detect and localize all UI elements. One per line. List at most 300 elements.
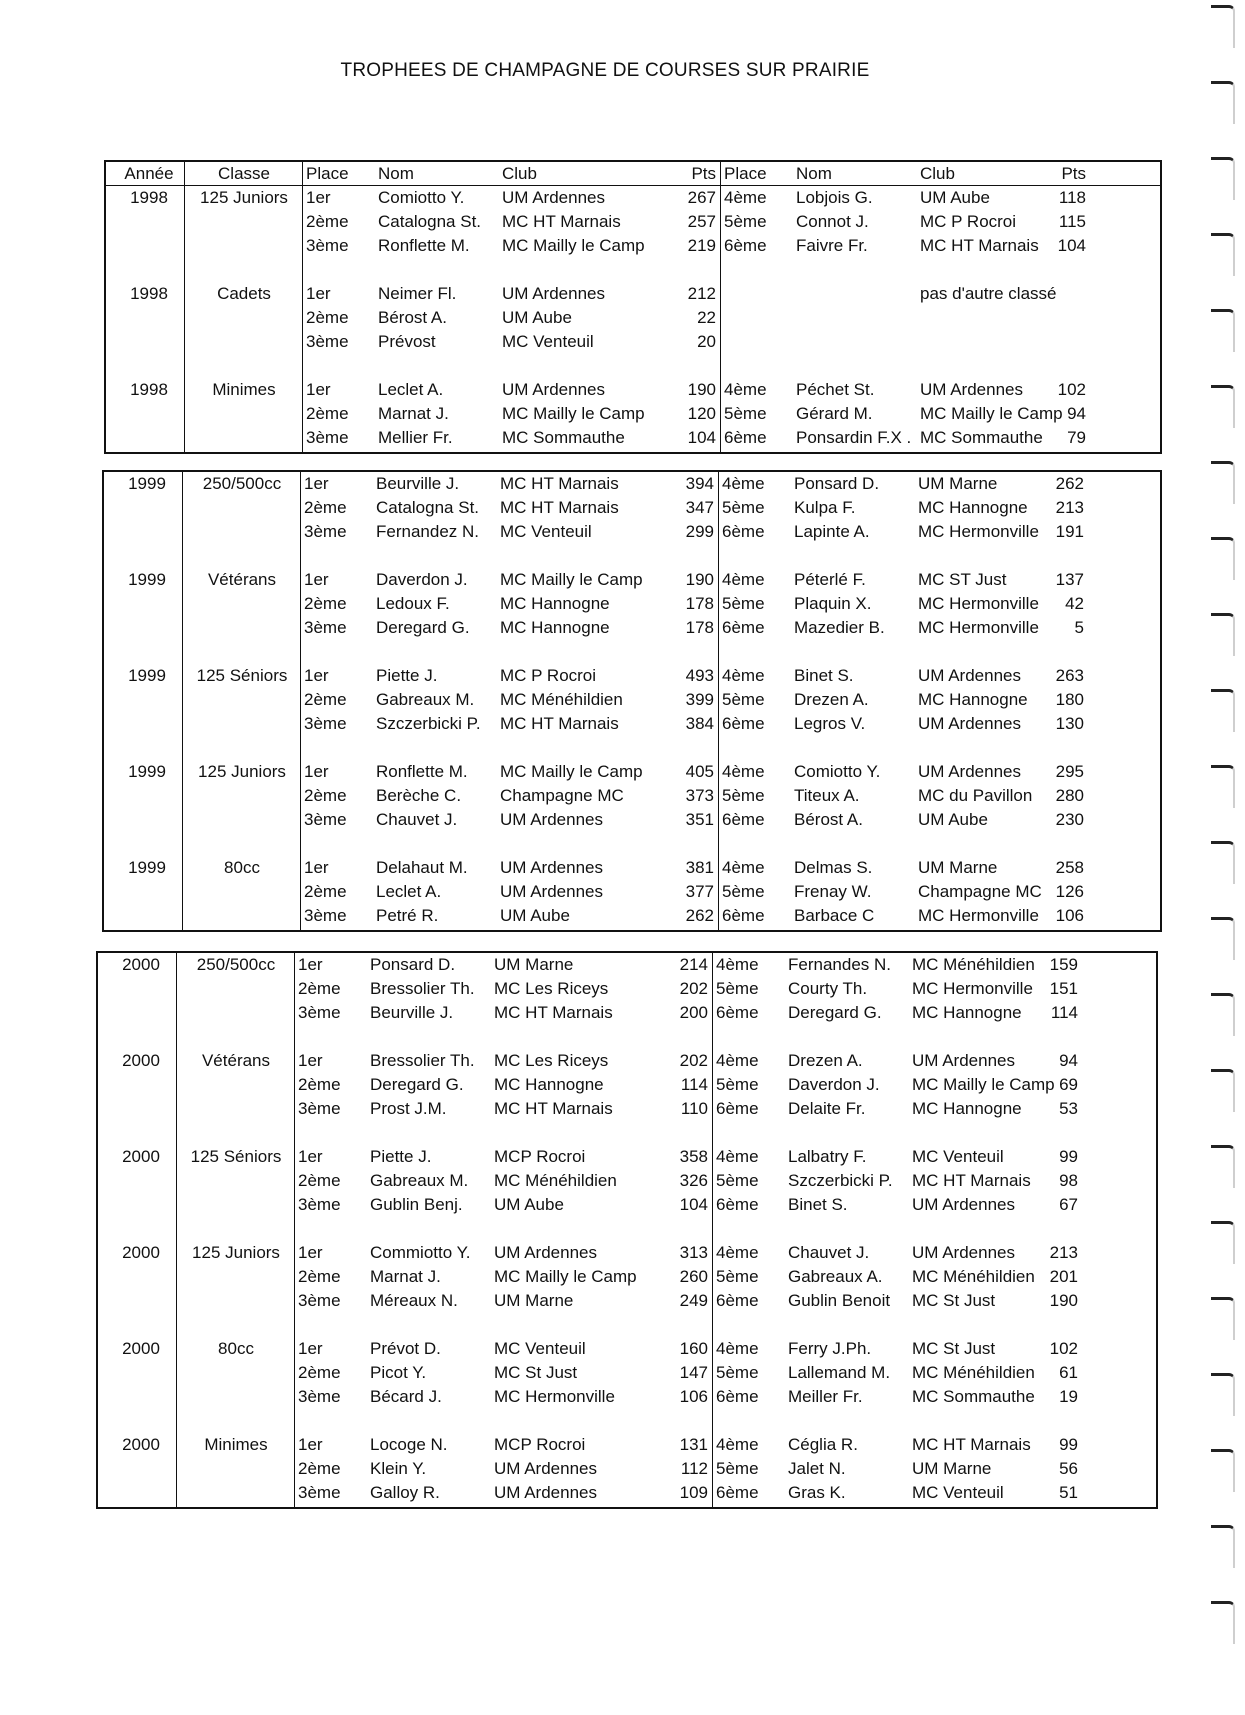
pts-cell: 351 — [685, 810, 714, 829]
pts-cell: 131 — [679, 1435, 708, 1454]
nom-cell: Leclet A. — [376, 882, 442, 901]
pts-cell: 178 — [685, 618, 714, 637]
classe-cell: 250/500cc — [196, 955, 276, 974]
table-row — [106, 210, 1160, 234]
nom-cell: Klein Y. — [370, 1459, 427, 1478]
pts-cell: 178 — [685, 594, 714, 613]
pts2-cell: 230 — [1055, 810, 1084, 829]
club-cell: MC HT Marnais — [494, 1003, 613, 1022]
nom2-cell: Binet S. — [788, 1195, 848, 1214]
place-cell: 1er — [304, 666, 329, 685]
nom-cell: Marnat J. — [378, 404, 449, 423]
binder-tab — [1211, 993, 1235, 1036]
club-cell: UM Ardennes — [500, 858, 603, 877]
table-row — [104, 496, 1160, 520]
classe-cell: 80cc — [224, 858, 260, 877]
binder-tab — [1211, 81, 1235, 124]
club-cell: UM Aube — [500, 906, 570, 925]
nom2-cell: Plaquin X. — [794, 594, 872, 613]
nom-cell: Gublin Benj. — [370, 1195, 463, 1214]
table-row — [98, 1481, 1156, 1505]
club2-cell: MC Hermonville — [918, 522, 1039, 541]
table-row — [104, 760, 1160, 784]
place-cell: 1er — [298, 1147, 323, 1166]
pts-cell: 110 — [680, 1099, 708, 1118]
nom-cell: Petré R. — [376, 906, 439, 925]
club2-cell: MC Hermonville — [918, 618, 1039, 637]
place-cell: 1er — [306, 284, 331, 303]
club-cell: MCP Rocroi — [494, 1435, 586, 1454]
nom2-cell: Courty Th. — [788, 979, 868, 998]
pts2-cell: 53 — [1059, 1099, 1078, 1118]
place2-cell: 5ème — [716, 1363, 759, 1382]
place-cell: 2ème — [306, 404, 349, 423]
place2-cell: 6ème — [722, 714, 765, 733]
place-cell: 1er — [298, 955, 323, 974]
pts-cell: 112 — [680, 1459, 708, 1478]
place2-cell: 6ème — [722, 906, 765, 925]
place2-cell: 6ème — [722, 522, 765, 541]
nom2-cell: Daverdon J. — [788, 1075, 880, 1094]
club2-cell: MC HT Marnais — [912, 1435, 1031, 1454]
place-cell: 1er — [298, 1051, 323, 1070]
club-cell: UM Ardennes — [500, 810, 603, 829]
nom-cell: Ponsard D. — [370, 955, 456, 974]
club2-cell: MC Hermonville — [912, 979, 1033, 998]
pts-cell: 104 — [679, 1195, 708, 1214]
table-row — [106, 354, 1160, 378]
place-cell: 1er — [306, 380, 331, 399]
column-divider — [176, 953, 177, 1507]
table-row — [104, 856, 1160, 880]
place-cell: 3ème — [298, 1483, 341, 1502]
nom2-cell: Gublin Benoit — [788, 1291, 891, 1310]
place2-cell: 4ème — [722, 858, 765, 877]
table-row — [98, 977, 1156, 1001]
nom-cell: Bressolier Th. — [370, 1051, 475, 1070]
place-cell: 2ème — [306, 308, 349, 327]
pts-cell: 399 — [685, 690, 714, 709]
pts2-cell: 99 — [1059, 1435, 1078, 1454]
place2-cell: 4ème — [722, 474, 765, 493]
nom2-cell: Delmas S. — [794, 858, 873, 877]
table-row — [98, 1457, 1156, 1481]
pts2-cell: 79 — [1067, 428, 1086, 447]
table-row — [98, 1049, 1156, 1073]
nom2-cell: Barbace C — [794, 906, 875, 925]
nom-cell: Catalogna St. — [378, 212, 482, 231]
pts-cell: 405 — [685, 762, 714, 781]
place-cell: 3ème — [298, 1099, 341, 1118]
nom-cell: Bérost A. — [378, 308, 447, 327]
pts2-cell: 56 — [1059, 1459, 1078, 1478]
club2-cell: MC Hannogne — [912, 1099, 1022, 1118]
place-cell: 3ème — [306, 332, 349, 351]
table-row — [106, 282, 1160, 306]
club2-cell: MC Venteuil — [912, 1483, 1004, 1502]
pts2-cell: 102 — [1057, 380, 1086, 399]
place2-cell: 5ème — [722, 882, 765, 901]
table-row — [104, 520, 1160, 544]
place-cell: 2ème — [298, 1075, 341, 1094]
club2-cell: MC St Just — [912, 1339, 996, 1358]
pts2-cell: 151 — [1049, 979, 1078, 998]
annee-cell: 1999 — [128, 762, 166, 781]
club-cell: UM Ardennes — [502, 380, 605, 399]
table-row — [98, 1025, 1156, 1049]
club-cell: MC Mailly le Camp — [494, 1267, 637, 1286]
place-cell: 3ème — [304, 714, 347, 733]
nom-cell: Méreaux N. — [370, 1291, 458, 1310]
club2-cell: UM Marne — [918, 858, 998, 877]
club-cell: MC Les Riceys — [494, 979, 609, 998]
pts-cell: 20 — [697, 332, 716, 351]
nom-cell: Neimer Fl. — [378, 284, 457, 303]
pts-cell: 262 — [685, 906, 714, 925]
table-row — [106, 234, 1160, 258]
place2-cell: 6ème — [722, 810, 765, 829]
pts-cell: 114 — [680, 1075, 708, 1094]
binder-tab — [1211, 613, 1235, 656]
nom2-cell: Gabreaux A. — [788, 1267, 883, 1286]
club-cell: MC St Just — [494, 1363, 578, 1382]
classe-cell: 125 Juniors — [198, 762, 286, 781]
club-cell: UM Ardennes — [494, 1459, 597, 1478]
table-row — [98, 1097, 1156, 1121]
club-cell: UM Ardennes — [502, 188, 605, 207]
table-row — [104, 712, 1160, 736]
pts2-cell: 42 — [1065, 594, 1084, 613]
club-cell: MC HT Marnais — [502, 212, 621, 231]
pts-cell: 190 — [685, 570, 714, 589]
column-divider — [294, 953, 295, 1507]
place2-cell: 4ème — [724, 188, 767, 207]
place2-cell: 6ème — [724, 236, 767, 255]
pts2-cell: 98 — [1059, 1171, 1078, 1190]
classe-cell: Minimes — [212, 380, 276, 399]
binder-tab — [1211, 1525, 1235, 1568]
classe-cell: 125 Juniors — [200, 188, 288, 207]
pts2-cell: 159 — [1049, 955, 1078, 974]
club-cell: MC Sommauthe — [502, 428, 625, 447]
pts2-cell: 118 — [1058, 188, 1086, 207]
club-cell: MC Ménéhildien — [494, 1171, 617, 1190]
table-row — [104, 880, 1160, 904]
column-divider — [184, 162, 185, 452]
club2-cell: MC HT Marnais — [920, 236, 1039, 255]
pts-cell: 326 — [679, 1171, 708, 1190]
club-cell: UM Aube — [494, 1195, 564, 1214]
club2-cell: MC Hannogne — [918, 498, 1028, 517]
club2-cell: MC Ménéhildien — [912, 1267, 1035, 1286]
pts-cell: 373 — [685, 786, 714, 805]
club-cell: MC Hannogne — [494, 1075, 604, 1094]
pts2-cell: 258 — [1055, 858, 1084, 877]
pts2-cell: 115 — [1058, 212, 1086, 231]
pts-cell: 219 — [687, 236, 716, 255]
place-cell: 3ème — [304, 618, 347, 637]
club2-cell: MC Hannogne — [912, 1003, 1022, 1022]
classe-cell: 250/500cc — [202, 474, 282, 493]
column-divider — [718, 472, 719, 930]
annee-cell: 2000 — [122, 1435, 160, 1454]
pts2-cell: 61 — [1059, 1363, 1078, 1382]
pts2-cell: 126 — [1055, 882, 1084, 901]
place-cell: 3ème — [298, 1291, 341, 1310]
club-cell: MC Mailly le Camp — [502, 404, 645, 423]
place-cell: 2ème — [298, 1363, 341, 1382]
table-row — [98, 1193, 1156, 1217]
nom2-cell: Kulpa F. — [794, 498, 856, 517]
table-row — [98, 953, 1156, 977]
classe-header: Classe — [218, 164, 270, 183]
pts-cell: 394 — [685, 474, 714, 493]
pts-cell: 109 — [679, 1483, 708, 1502]
place2-cell: 6ème — [716, 1003, 759, 1022]
nom-cell: Fernandez N. — [376, 522, 479, 541]
club2-cell: MC Sommauthe — [912, 1387, 1035, 1406]
nom2-cell: Connot J. — [796, 212, 869, 231]
table-row — [106, 426, 1160, 450]
place2-cell: 5ème — [716, 1075, 759, 1094]
club2-cell: MC Ménéhildien — [912, 1363, 1035, 1382]
annee-header: Année — [124, 164, 174, 183]
pts2-cell: 19 — [1059, 1387, 1078, 1406]
table-row — [106, 378, 1160, 402]
nom2-cell: Ponsardin F.X . — [796, 428, 912, 447]
place-header: Place — [306, 164, 349, 183]
nom-cell: Leclet A. — [378, 380, 444, 399]
pts2-cell: 263 — [1055, 666, 1084, 685]
club2-cell: UM Ardennes — [918, 714, 1021, 733]
binder-tab — [1211, 537, 1235, 580]
club2-cell: UM Ardennes — [912, 1195, 1015, 1214]
place-cell: 2ème — [298, 1459, 341, 1478]
club-cell: UM Marne — [494, 955, 574, 974]
place-cell: 2ème — [306, 212, 349, 231]
club-cell: MC Ménéhildien — [500, 690, 623, 709]
table-row — [104, 688, 1160, 712]
club2-cell: UM Marne — [918, 474, 998, 493]
annee-cell: 2000 — [122, 955, 160, 974]
pts-cell: 104 — [687, 428, 716, 447]
place-cell: 2ème — [298, 979, 341, 998]
nom-cell: Daverdon J. — [376, 570, 468, 589]
binder-tab — [1211, 689, 1235, 732]
place2-cell: 5ème — [716, 1267, 759, 1286]
place2-cell: 5ème — [722, 786, 765, 805]
nom2-cell: Titeux A. — [794, 786, 860, 805]
place2-cell: 5ème — [724, 404, 767, 423]
classe-cell: 80cc — [218, 1339, 254, 1358]
table-row — [104, 736, 1160, 760]
nom-cell: Galloy R. — [370, 1483, 440, 1502]
table-row — [104, 832, 1160, 856]
nom2-cell: Binet S. — [794, 666, 854, 685]
place2-cell: 5ème — [722, 594, 765, 613]
pts-cell: 493 — [685, 666, 714, 685]
pts2-cell: 104 — [1057, 236, 1086, 255]
club-cell: MC Hannogne — [500, 594, 610, 613]
club2-cell: UM Ardennes — [918, 762, 1021, 781]
club2-cell: MC P Rocroi — [920, 212, 1017, 231]
table-row — [104, 592, 1160, 616]
annee-cell: 2000 — [122, 1243, 160, 1262]
page-title: TROPHEES DE CHAMPAGNE DE COURSES SUR PRAIRIE — [340, 60, 870, 81]
nom2-cell: Comiotto Y. — [794, 762, 881, 781]
place2-header: Place — [724, 164, 767, 183]
nom-cell: Berèche C. — [376, 786, 462, 805]
pts-cell: 313 — [679, 1243, 708, 1262]
nom2-cell: Mazedier B. — [794, 618, 885, 637]
nom2-cell: Gras K. — [788, 1483, 846, 1502]
club2-cell: MC St Just — [912, 1291, 996, 1310]
nom-cell: Locoge N. — [370, 1435, 448, 1454]
pts-cell: 212 — [687, 284, 716, 303]
nom-cell: Szczerbicki P. — [376, 714, 481, 733]
club2-cell: MC Ménéhildien — [912, 955, 1035, 974]
pts2-cell: 280 — [1055, 786, 1084, 805]
annee-cell: 2000 — [122, 1051, 160, 1070]
results-table — [96, 951, 1158, 1509]
table-row — [98, 1169, 1156, 1193]
club-cell: MC HT Marnais — [500, 474, 619, 493]
table-row — [98, 1145, 1156, 1169]
pts-cell: 377 — [685, 882, 714, 901]
binder-tab — [1211, 1069, 1235, 1112]
pts-cell: 202 — [679, 1051, 708, 1070]
club-cell: MC Venteuil — [500, 522, 592, 541]
table-row — [98, 1121, 1156, 1145]
pts2-cell: 213 — [1055, 498, 1084, 517]
club2-cell: MC Hannogne — [918, 690, 1028, 709]
table-row — [98, 1433, 1156, 1457]
club2-cell: pas d'autre classé — [920, 284, 1057, 303]
nom-cell: Gabreaux M. — [376, 690, 475, 709]
place-cell: 1er — [306, 188, 331, 207]
pts-cell: 384 — [685, 714, 714, 733]
nom2-cell: Ponsard D. — [794, 474, 880, 493]
table-row — [98, 1385, 1156, 1409]
nom-cell: Delahaut M. — [376, 858, 468, 877]
table-row — [98, 1409, 1156, 1433]
nom-cell: Piette J. — [376, 666, 438, 685]
classe-cell: 125 Juniors — [192, 1243, 280, 1262]
pts-cell: 267 — [687, 188, 716, 207]
table-row — [106, 306, 1160, 330]
club2-cell: UM Aube — [920, 188, 990, 207]
club2-cell: MC ST Just — [918, 570, 1007, 589]
pts2-header: Pts — [1061, 164, 1086, 183]
club2-cell: MC Hermonville — [918, 594, 1039, 613]
annee-cell: 1998 — [130, 188, 168, 207]
classe-cell: Cadets — [217, 284, 271, 303]
binder-tab — [1211, 309, 1235, 352]
place2-cell: 4ème — [722, 570, 765, 589]
place2-cell: 4ème — [716, 1147, 759, 1166]
pts-cell: 249 — [679, 1291, 708, 1310]
pts2-cell: 201 — [1049, 1267, 1078, 1286]
club-cell: UM Aube — [502, 308, 572, 327]
pts-cell: 214 — [679, 955, 708, 974]
binder-tab — [1211, 1373, 1235, 1416]
pts-cell: 260 — [679, 1267, 708, 1286]
results-table — [104, 160, 1162, 454]
pts2-cell: 191 — [1055, 522, 1084, 541]
pts-cell: 22 — [697, 308, 716, 327]
place-cell: 2ème — [304, 594, 347, 613]
column-divider — [302, 162, 303, 452]
table-row — [104, 904, 1160, 928]
binder-tab — [1211, 157, 1235, 200]
club-cell: MC Hermonville — [494, 1387, 615, 1406]
table-row — [104, 616, 1160, 640]
place2-cell: 5ème — [722, 690, 765, 709]
pts-cell: 106 — [679, 1387, 708, 1406]
nom2-cell: Faivre Fr. — [796, 236, 868, 255]
classe-cell: Vétérans — [201, 1051, 271, 1070]
club2-cell: MC Mailly le Camp — [920, 404, 1063, 423]
table-row — [104, 568, 1160, 592]
binder-edge — [1213, 0, 1235, 1715]
club-cell: MC Mailly le Camp — [500, 570, 643, 589]
binder-tab — [1211, 461, 1235, 504]
place2-cell: 5ème — [716, 1171, 759, 1190]
club-cell: MC HT Marnais — [500, 714, 619, 733]
nom2-cell: Szczerbicki P. — [788, 1171, 893, 1190]
header-row — [106, 162, 1160, 186]
nom-cell: Catalogna St. — [376, 498, 480, 517]
nom2-cell: Drezen A. — [794, 690, 869, 709]
nom2-cell: Gérard M. — [796, 404, 873, 423]
place-cell: 1er — [298, 1435, 323, 1454]
annee-cell: 2000 — [122, 1339, 160, 1358]
annee-cell: 1999 — [128, 474, 166, 493]
club-cell: MC Mailly le Camp — [502, 236, 645, 255]
place-cell: 2ème — [304, 690, 347, 709]
place-cell: 3ème — [298, 1003, 341, 1022]
pts-header: Pts — [691, 164, 716, 183]
place-cell: 1er — [304, 474, 329, 493]
nom2-cell: Drezen A. — [788, 1051, 863, 1070]
club-header: Club — [502, 164, 537, 183]
column-divider — [720, 162, 721, 452]
club-cell: UM Ardennes — [502, 284, 605, 303]
table-row — [98, 1289, 1156, 1313]
binder-tab — [1211, 1297, 1235, 1340]
binder-tab — [1211, 5, 1235, 48]
nom2-cell: Péterlé F. — [794, 570, 866, 589]
club-cell: UM Ardennes — [494, 1483, 597, 1502]
place-cell: 1er — [298, 1339, 323, 1358]
annee-cell: 1999 — [128, 666, 166, 685]
club-cell: Champagne MC — [500, 786, 624, 805]
nom-cell: Bécard J. — [370, 1387, 442, 1406]
nom2-cell: Lobjois G. — [796, 188, 873, 207]
club2-header: Club — [920, 164, 955, 183]
nom-cell: Prévot D. — [370, 1339, 441, 1358]
nom2-header: Nom — [796, 164, 832, 183]
club-cell: UM Ardennes — [494, 1243, 597, 1262]
pts-cell: 200 — [679, 1003, 708, 1022]
place-cell: 2ème — [304, 882, 347, 901]
place2-cell: 6ème — [722, 618, 765, 637]
place2-cell: 4ème — [716, 1339, 759, 1358]
table-row — [106, 258, 1160, 282]
nom-cell: Commiotto Y. — [370, 1243, 471, 1262]
nom-cell: Marnat J. — [370, 1267, 441, 1286]
nom-cell: Ledoux F. — [376, 594, 450, 613]
